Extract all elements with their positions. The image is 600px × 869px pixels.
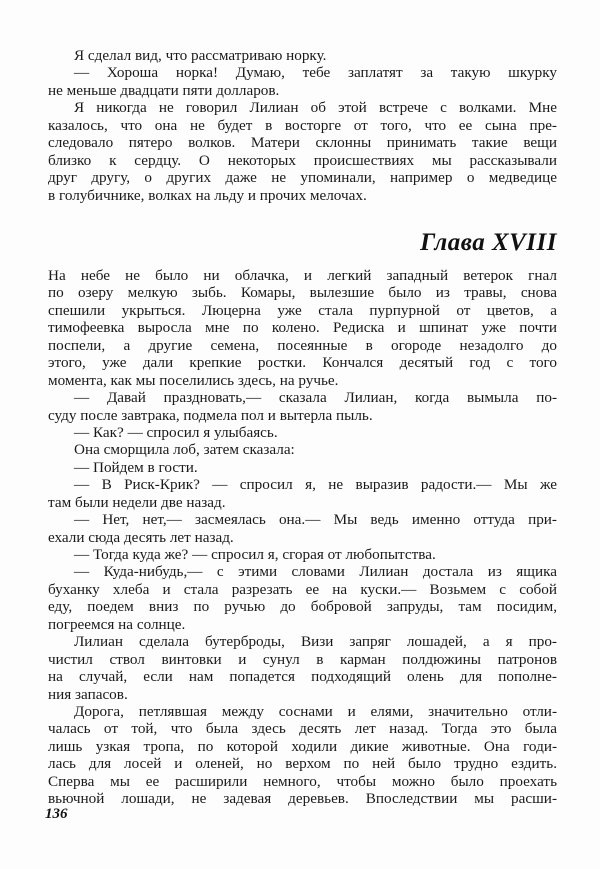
text-line: близко к сердцу. О некоторых происшествиях мы рассказывали <box>48 151 557 169</box>
text-line: — Тогда куда же? — спросил я, сгорая от любопытства. <box>74 546 436 563</box>
text-line: спешили укрыться. Люцерна уже стала пурпурной от цветов, а <box>48 301 557 319</box>
text-line: лишь узкая тропа, по которой ходили дикие животные. Она годи- <box>48 737 557 755</box>
text-line: этого, уже дали крепкие ростки. Кончался десятый год с того <box>48 354 557 372</box>
text-line: не меньше двадцати пяти долларов. <box>48 81 280 99</box>
text-line: буханку хлеба и стала разрезать ее на куски.— Возьмем с собой <box>48 580 557 598</box>
preceding-text <box>48 47 557 204</box>
text-line: ния запасов. <box>48 685 128 703</box>
text-line: погреемся на солнце. <box>48 615 186 633</box>
text-line: по озеру мелкую зыбь. Комары, вылезшие было из травы, снова <box>48 284 557 302</box>
text-line: — Хороша норка! Думаю, тебе заплатят за такую шкурку <box>74 64 557 82</box>
text-line: там были недели две назад. <box>48 493 226 511</box>
text-line: — Пойдем в гости. <box>74 458 198 476</box>
text-line: чалась от той, что была здесь десять лет назад. Тогда это была <box>48 720 557 738</box>
text-line: — В Риск-Крик? — спросил я, не выразив радости.— Мы же <box>74 476 557 494</box>
text-line: чистил ствол винтовки и сунул в карман полдюжины патронов <box>48 650 557 668</box>
chapter-heading: Глава XVIII <box>420 229 557 256</box>
text-line: — Куда-нибудь,— с этими словами Лилиан достала из ящика <box>74 563 557 581</box>
text-line: Я никогда не говорил Лилиан об этой встрече с волками. Мне <box>74 99 557 117</box>
text-line: казалось, что она не будет в восторге от того, что ее сына пре- <box>48 116 557 134</box>
text-line: — Давай праздновать,— сказала Лилиан, когда вымыла по- <box>74 389 557 407</box>
text-line: Сперва мы ее расширили немного, чтобы можно было проехать <box>48 772 557 790</box>
text-line: — Нет, нет,— засмеялась она.— Мы ведь именно оттуда при- <box>74 511 557 529</box>
text-line: друг другу, о других даже не упоминали, например о медведице <box>48 169 557 187</box>
text-line: вьючной лошади, не задевая деревьев. Впоследствии мы расши- <box>48 790 557 808</box>
text-line: Она сморщила лоб, затем сказала: <box>74 441 295 459</box>
text-line: поспели, а другие семена, посеянные в огороде незадолго до <box>48 336 557 354</box>
text-line: еду, поедем вниз по ручью до бобровой запруды, там посидим, <box>48 598 557 616</box>
text-line: Дорога, петлявшая между соснами и елями, значительно отли- <box>74 702 557 720</box>
text-line: Лилиан сделала бутерброды, Визи запряг лошадей, а я про- <box>74 633 557 651</box>
text-line: суду после завтрака, подмела пол и вытерла пыль. <box>48 406 373 424</box>
text-line: на случай, если нам попадется подходящий олень для пополне- <box>48 668 557 686</box>
text-line: в голубичнике, волках на льду и прочих мелочах. <box>48 186 367 204</box>
text-line: лась для лосей и оленей, но верхом по ней было трудно ездить. <box>48 755 557 773</box>
text-line: тимофеевка выросла мне по колено. Редиска и шпинат уже почти <box>48 319 557 337</box>
text-line: — Как? — спросил я улыбаясь. <box>74 423 278 441</box>
chapter-body <box>48 267 557 808</box>
text-line: ехали сюда десять лет назад. <box>48 528 234 546</box>
page-number: 136 <box>45 806 68 822</box>
text-line: На небе не было ни облачка, и легкий западный ветерок гнал <box>48 267 557 284</box>
text-line: Я сделал вид, что рассматриваю норку. <box>74 47 327 64</box>
text-line: следовало пятеро волков. Матери склонны принимать такие вещи <box>48 134 557 152</box>
text-line: момента, как мы поселились здесь, на ручье. <box>48 371 339 389</box>
